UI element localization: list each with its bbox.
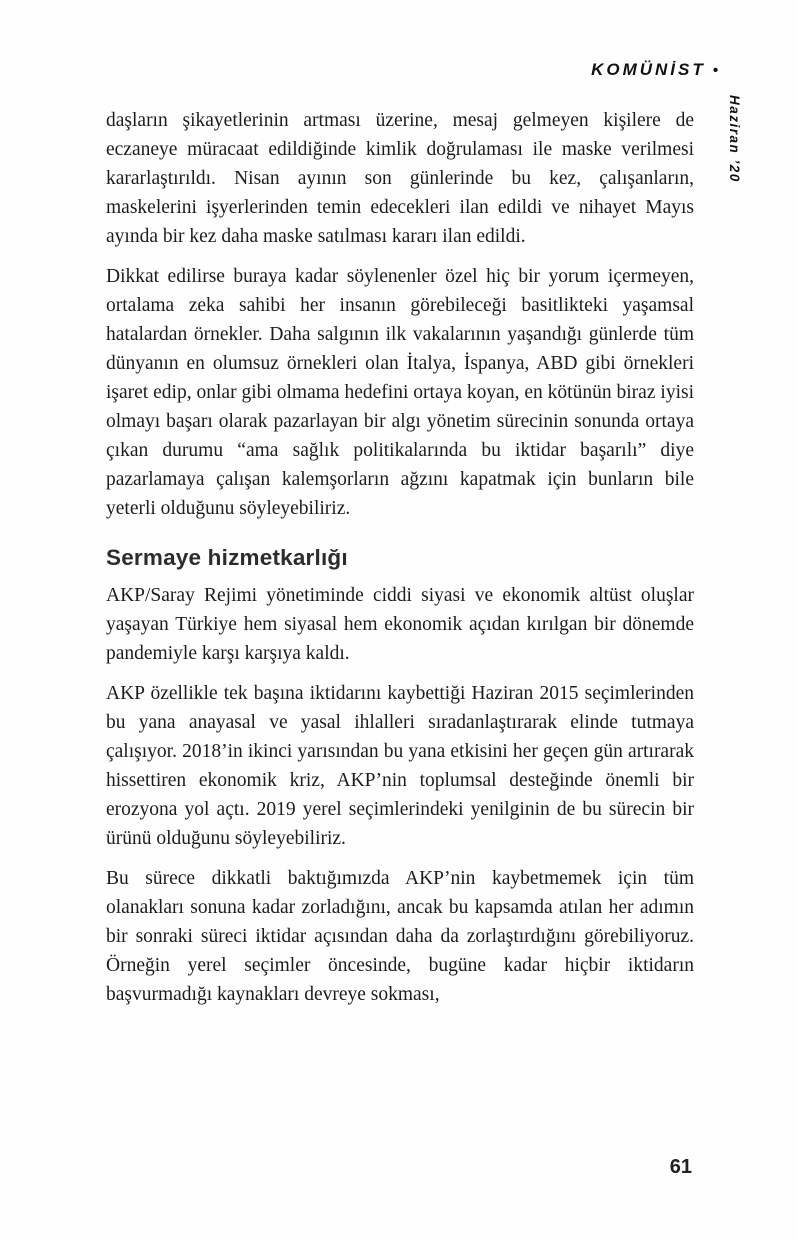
paragraph-5: Bu sürece dikkatli baktığımızda AKP’nin kaybetmemek için tüm olanakları sonuna kadar zorladığını, ancak bu kapsamda atılan her adımın bir sonraki süreci iktidar açısından daha da zorlaştırdığını görebiliyoruz. Örneğin yerel seçimler öncesinde, bugüne kadar hiçbir iktidarın başvurmadığı kaynakları devreye sokması, [106, 868, 694, 1005]
page-content [106, 106, 694, 1020]
magazine-title: KOMÜNİST [591, 60, 706, 79]
paragraph-4: AKP özellikle tek başına iktidarını kaybettiği Haziran 2015 seçimlerinden bu yana anayasal ve yasal ihlalleri sıradanlaştırarak elinde tutmaya çalışıyor. 2018’in ikinci yarısından bu yana etkisini her geçen gün artırarak hissettiren ekonomik kriz, AKP’nin toplumsal desteğinde önemli bir erozyona yol açtı. 2019 yerel seçimlerindeki yenilginin de bu sürecin bir ürünü olduğunu söyleyebiliriz. [106, 683, 694, 849]
paragraph-1: daşların şikayetlerinin artması üzerine, mesaj gelmeyen kişilere de eczaneye müracaat edildiğinde kimlik doğrulaması ile maske verilmesi kararlaştırıldı. Nisan ayının son günlerinde bu kez, çalışanların, maskelerini işyerlerinden temin edecekleri ilan edildi ve nihayet Mayıs ayında bir kez daha maske satılması kararı ilan edildi. [106, 110, 694, 247]
section-heading: Sermaye hizmetkarlığı [106, 545, 348, 570]
issue-date-vertical: Haziran ’20 [727, 95, 742, 183]
paragraph-3: AKP/Saray Rejimi yönetiminde ciddi siyasi ve ekonomik altüst oluşlar yaşayan Türkiye hem siyasal hem ekonomik açıdan kırılgan bir dönemde pandemiyle karşı karşıya kaldı. [106, 585, 694, 664]
title-bullet-icon: • [712, 62, 718, 79]
page-header [591, 60, 718, 80]
paragraph-2: Dikkat edilirse buraya kadar söylenenler özel hiç bir yorum içermeyen, ortalama zeka sahibi her insanın görebileceği basitlikteki yaşamsal hatalardan örnekler. Daha salgının ilk vakalarının yaşandığı günlerde tüm dünyanın en olumsuz örnekleri olan İtalya, İspanya, ABD gibi örnekleri işaret edip, onlar gibi olmama hedefini ortaya koyan, en kötünün biraz iyisi olmayı başarı olarak pazarlayan bir algı yönetim sürecinin sonunda ortaya çıkan durumu “ama sağlık politikalarında bu iktidar başarılı” diye pazarlamaya çalışan kalemşorların ağzını kapatmak için bunların bile yeterli olduğunu söyleyebiliriz. [106, 266, 694, 519]
page-number: 61 [669, 1156, 692, 1178]
